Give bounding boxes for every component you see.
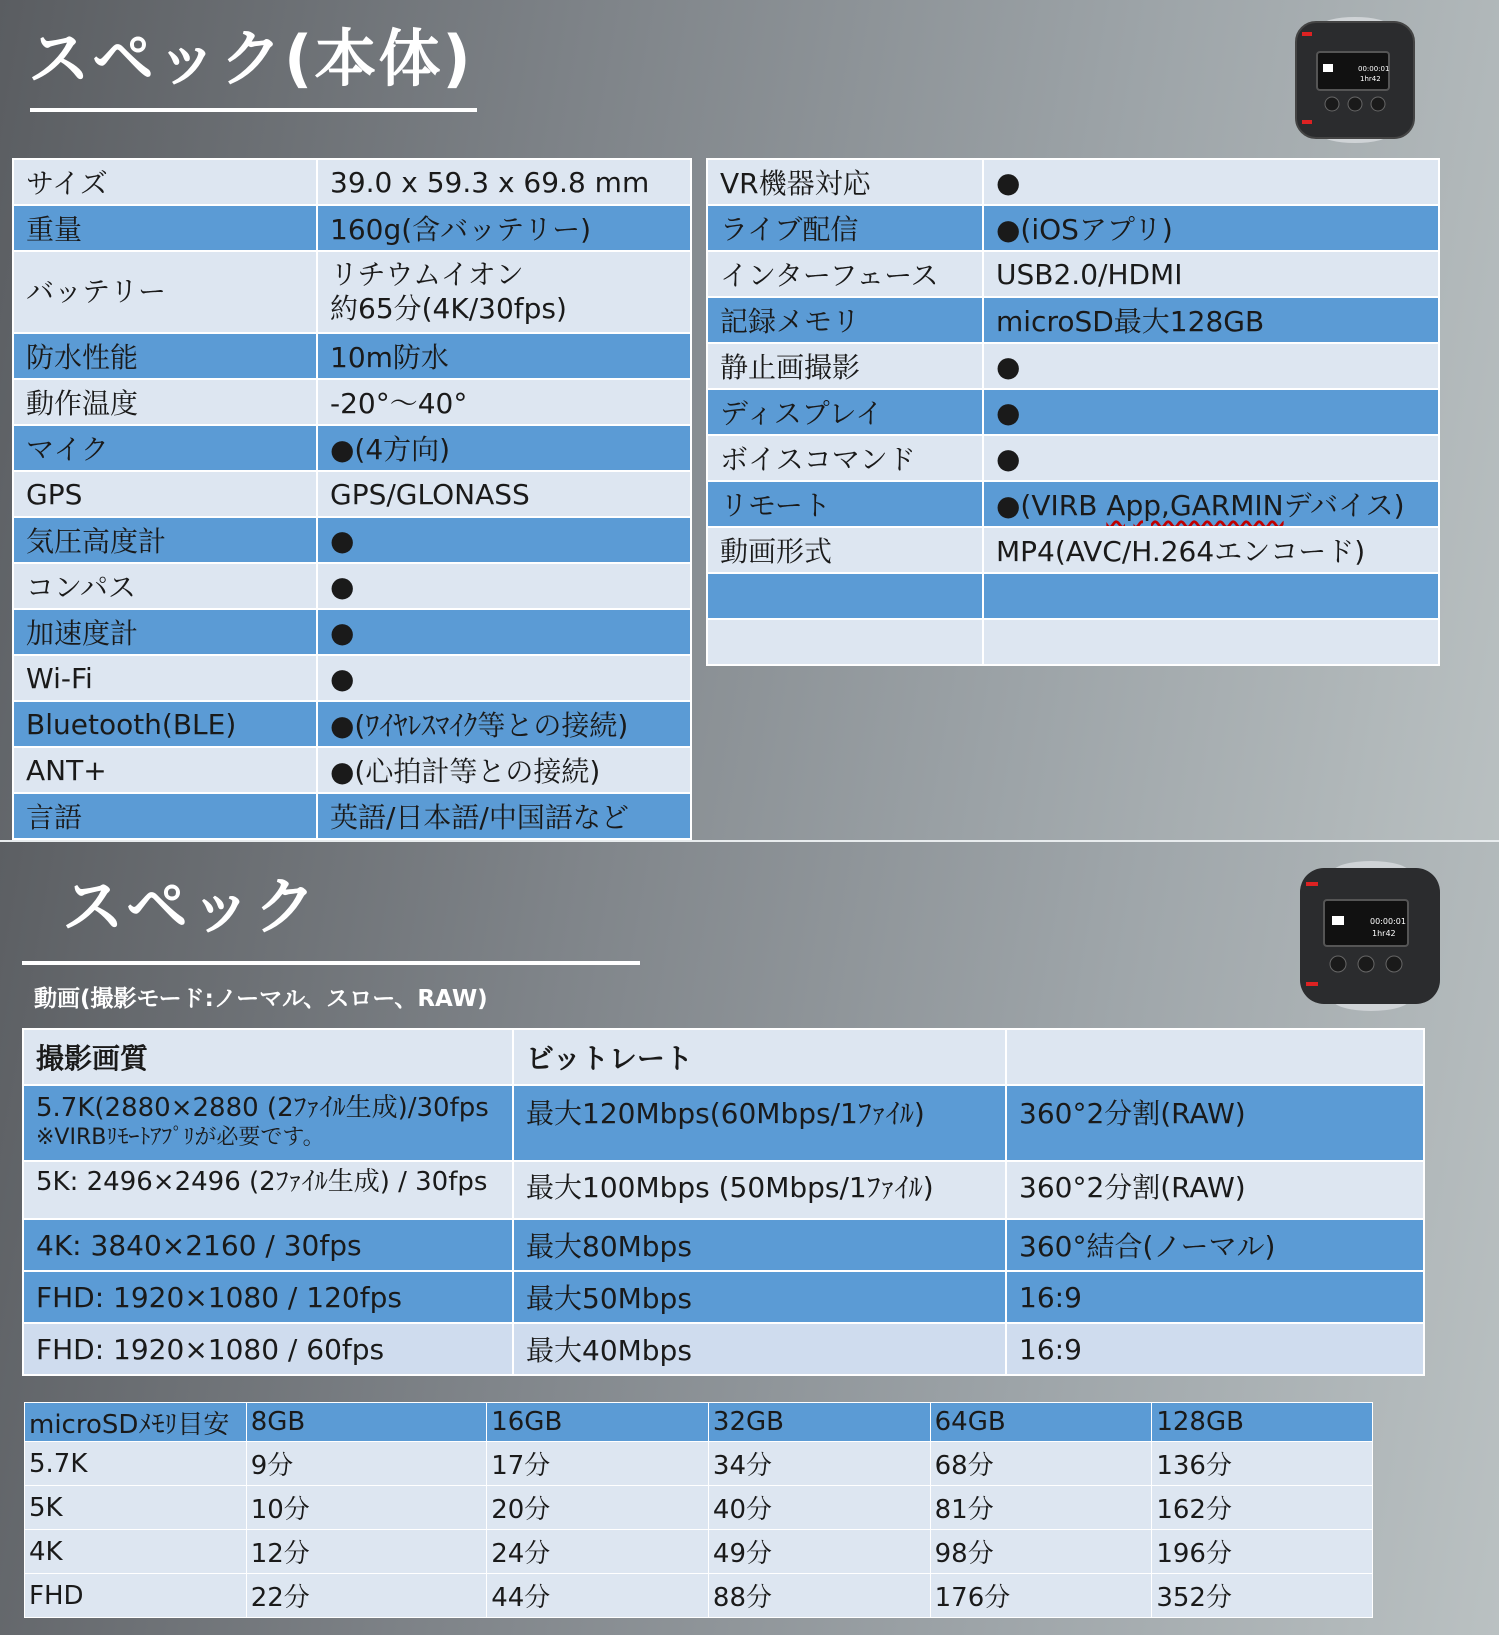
spec-label: マイク bbox=[13, 425, 317, 471]
camera-screen-remaining: 1hr42 bbox=[1372, 929, 1396, 938]
spec-value: ● bbox=[317, 563, 691, 609]
spec-label: 言語 bbox=[13, 793, 317, 839]
sd-header-cell: 64GB bbox=[930, 1403, 1152, 1442]
video-header-cell: 撮影画質 bbox=[23, 1029, 513, 1085]
video-mode: 16:9 bbox=[1006, 1323, 1424, 1375]
spec-row bbox=[707, 343, 1439, 389]
spec-value: ● bbox=[983, 389, 1439, 435]
video-mode: 360°2分割(RAW) bbox=[1006, 1085, 1424, 1161]
spec-row bbox=[707, 573, 1439, 619]
spec-value: ● bbox=[983, 435, 1439, 481]
spec-row bbox=[13, 655, 691, 701]
spec-value: ● bbox=[317, 517, 691, 563]
spec-label: リモート bbox=[707, 481, 983, 527]
spec-row bbox=[13, 609, 691, 655]
sd-resolution: 5.7K bbox=[25, 1442, 247, 1486]
video-mode: 360°2分割(RAW) bbox=[1006, 1161, 1424, 1219]
spec-value: ● bbox=[983, 159, 1439, 205]
video-mode: 16:9 bbox=[1006, 1271, 1424, 1323]
sd-duration: 24分 bbox=[487, 1530, 709, 1574]
sd-resolution: 4K bbox=[25, 1530, 247, 1574]
spec-row bbox=[13, 517, 691, 563]
spec-row bbox=[13, 471, 691, 517]
spec-value-line: 約65分(4K/30fps) bbox=[330, 292, 567, 325]
video-bitrate: 最大100Mbps (50Mbps/1ﾌｧｲﾙ) bbox=[513, 1161, 1006, 1219]
spec-label bbox=[707, 573, 983, 619]
video-bitrate: 最大50Mbps bbox=[513, 1271, 1006, 1323]
spec-value: 39.0 x 59.3 x 69.8 mm bbox=[317, 159, 691, 205]
sd-duration: 162分 bbox=[1152, 1486, 1373, 1530]
sd-duration: 176分 bbox=[930, 1574, 1152, 1618]
spec-row bbox=[707, 297, 1439, 343]
sd-duration: 352分 bbox=[1152, 1574, 1373, 1618]
sd-duration: 20分 bbox=[487, 1486, 709, 1530]
spec-row bbox=[13, 205, 691, 251]
sd-duration: 98分 bbox=[930, 1530, 1152, 1574]
sd-duration: 68分 bbox=[930, 1442, 1152, 1486]
spec-label bbox=[707, 619, 983, 665]
video-row bbox=[23, 1323, 1424, 1375]
sd-duration: 81分 bbox=[930, 1486, 1152, 1530]
spec-value: ● bbox=[983, 343, 1439, 389]
video-row bbox=[23, 1085, 1424, 1161]
title-underline bbox=[30, 108, 477, 112]
sd-duration: 49分 bbox=[708, 1530, 930, 1574]
camera-screen-time: 00:00:01 bbox=[1358, 65, 1390, 73]
video-header-row bbox=[23, 1029, 1424, 1085]
video-row bbox=[23, 1271, 1424, 1323]
spec-value bbox=[983, 619, 1439, 665]
spec-label: Wi-Fi bbox=[13, 655, 317, 701]
spec-label: 記録メモリ bbox=[707, 297, 983, 343]
video-quality-note: ※VIRBﾘﾓｰﾄｱﾌﾟﾘが必要です。 bbox=[36, 1125, 325, 1150]
video-quality bbox=[23, 1085, 513, 1161]
spec-row bbox=[13, 747, 691, 793]
sd-duration: 34分 bbox=[708, 1442, 930, 1486]
sd-duration: 196分 bbox=[1152, 1530, 1373, 1574]
sd-row bbox=[25, 1530, 1373, 1574]
video-mode: 360°結合(ノーマル) bbox=[1006, 1219, 1424, 1271]
spec-label: 動画形式 bbox=[707, 527, 983, 573]
spec-row bbox=[13, 159, 691, 205]
spec-value-text: ●(VIRB bbox=[996, 489, 1107, 522]
video-quality bbox=[23, 1161, 513, 1219]
slide-spec-video bbox=[0, 842, 1499, 1635]
spec-label: ANT+ bbox=[13, 747, 317, 793]
spec-value: ●(4方向) bbox=[317, 425, 691, 471]
video-header-cell bbox=[1006, 1029, 1424, 1085]
sd-duration: 88分 bbox=[708, 1574, 930, 1618]
spec-value: ●(iOSアプリ) bbox=[983, 205, 1439, 251]
slide2-title: スペック bbox=[62, 870, 319, 943]
sd-header-cell: microSDﾒﾓﾘ目安 bbox=[25, 1403, 247, 1442]
spec-value: ● bbox=[317, 609, 691, 655]
spec-label: GPS bbox=[13, 471, 317, 517]
sd-duration: 12分 bbox=[246, 1530, 487, 1574]
spec-value: -20°～40° bbox=[317, 379, 691, 425]
video-quality-text: 5.7K(2880×2880 (2ﾌｧｲﾙ生成)/30fps bbox=[36, 1093, 489, 1123]
spec-row bbox=[13, 701, 691, 747]
spec-row bbox=[707, 159, 1439, 205]
spec-value: 160g(含バッテリー) bbox=[317, 205, 691, 251]
spec-label: ボイスコマンド bbox=[707, 435, 983, 481]
spec-label: 気圧高度計 bbox=[13, 517, 317, 563]
spec-value: microSD最大128GB bbox=[983, 297, 1439, 343]
spec-row bbox=[13, 379, 691, 425]
sd-header-cell: 128GB bbox=[1152, 1403, 1373, 1442]
sd-duration: 44分 bbox=[487, 1574, 709, 1618]
spec-row bbox=[13, 251, 691, 333]
spec-row bbox=[707, 389, 1439, 435]
spec-value: USB2.0/HDMI bbox=[983, 251, 1439, 297]
sd-duration: 40分 bbox=[708, 1486, 930, 1530]
spec-value: ●(心拍計等との接続) bbox=[317, 747, 691, 793]
spec-label: Bluetooth(BLE) bbox=[13, 701, 317, 747]
spec-value: ●(ﾜｲﾔﾚｽﾏｲｸ等との接続) bbox=[317, 701, 691, 747]
slide2-subtitle: 動画(撮影モード:ノーマル、スロー、RAW) bbox=[34, 986, 488, 1012]
spec-value: 10m防水 bbox=[317, 333, 691, 379]
spec-row bbox=[707, 527, 1439, 573]
spec-label: インターフェース bbox=[707, 251, 983, 297]
spec-row bbox=[13, 333, 691, 379]
spec-value-line: リチウムイオン bbox=[330, 258, 524, 291]
spec-label: バッテリー bbox=[13, 251, 317, 333]
spec-row bbox=[707, 619, 1439, 665]
spec-row bbox=[13, 563, 691, 609]
sd-row bbox=[25, 1574, 1373, 1618]
spec-label: ディスプレイ bbox=[707, 389, 983, 435]
sd-duration: 9分 bbox=[246, 1442, 487, 1486]
camera-image bbox=[1290, 12, 1420, 148]
sd-duration: 136分 bbox=[1152, 1442, 1373, 1486]
microsd-table bbox=[24, 1402, 1373, 1618]
spec-label: VR機器対応 bbox=[707, 159, 983, 205]
sd-header-cell: 8GB bbox=[246, 1403, 487, 1442]
spec-label: 防水性能 bbox=[13, 333, 317, 379]
spec-value bbox=[983, 573, 1439, 619]
sd-header-cell: 32GB bbox=[708, 1403, 930, 1442]
sd-header-row bbox=[25, 1403, 1373, 1442]
sd-duration: 17分 bbox=[487, 1442, 709, 1486]
video-bitrate: 最大40Mbps bbox=[513, 1323, 1006, 1375]
title-underline bbox=[22, 961, 640, 965]
spec-label: ライブ配信 bbox=[707, 205, 983, 251]
spec-row bbox=[707, 481, 1439, 527]
spec-row bbox=[13, 425, 691, 471]
slide1-title: スペック(本体) bbox=[28, 22, 473, 95]
video-quality-text: 5K: 2496×2496 (2ﾌｧｲﾙ生成) / 30fps bbox=[36, 1167, 488, 1197]
spec-value: GPS/GLONASS bbox=[317, 471, 691, 517]
spec-label: 動作温度 bbox=[13, 379, 317, 425]
spec-value: 英語/日本語/中国語など bbox=[317, 793, 691, 839]
video-row bbox=[23, 1161, 1424, 1219]
spec-label: 加速度計 bbox=[13, 609, 317, 655]
sd-row bbox=[25, 1486, 1373, 1530]
spec-label: サイズ bbox=[13, 159, 317, 205]
spec-label: コンパス bbox=[13, 563, 317, 609]
video-quality: FHD: 1920×1080 / 60fps bbox=[23, 1323, 513, 1375]
sd-row bbox=[25, 1442, 1373, 1486]
spec-value: MP4(AVC/H.264エンコード) bbox=[983, 527, 1439, 573]
spec-row bbox=[13, 793, 691, 839]
sd-resolution: 5K bbox=[25, 1486, 247, 1530]
spec-value bbox=[983, 481, 1439, 527]
spec-label: 静止画撮影 bbox=[707, 343, 983, 389]
video-quality: FHD: 1920×1080 / 120fps bbox=[23, 1271, 513, 1323]
video-bitrate: 最大120Mbps(60Mbps/1ﾌｧｲﾙ) bbox=[513, 1085, 1006, 1161]
spec-row bbox=[707, 251, 1439, 297]
video-header-cell: ビットレート bbox=[513, 1029, 1006, 1085]
sd-duration: 10分 bbox=[246, 1486, 487, 1530]
spec-value: ● bbox=[317, 655, 691, 701]
sd-duration: 22分 bbox=[246, 1574, 487, 1618]
spec-row bbox=[707, 205, 1439, 251]
spec-table-right bbox=[706, 158, 1440, 666]
spec-value bbox=[317, 251, 691, 333]
spellcheck-underlined-text: App,GARMIN bbox=[1106, 489, 1284, 522]
camera-screen-remaining: 1hr42 bbox=[1360, 75, 1381, 83]
video-bitrate: 最大80Mbps bbox=[513, 1219, 1006, 1271]
spec-row bbox=[707, 435, 1439, 481]
spec-value-text: デバイス) bbox=[1283, 489, 1405, 522]
video-spec-table bbox=[22, 1028, 1425, 1376]
spec-table-left bbox=[12, 158, 692, 840]
camera-screen-time: 00:00:01 bbox=[1370, 917, 1406, 926]
spec-label: 重量 bbox=[13, 205, 317, 251]
video-quality: 4K: 3840×2160 / 30fps bbox=[23, 1219, 513, 1271]
sd-header-cell: 16GB bbox=[487, 1403, 709, 1442]
camera-image bbox=[1296, 856, 1454, 1016]
video-row bbox=[23, 1219, 1424, 1271]
sd-resolution: FHD bbox=[25, 1574, 247, 1618]
